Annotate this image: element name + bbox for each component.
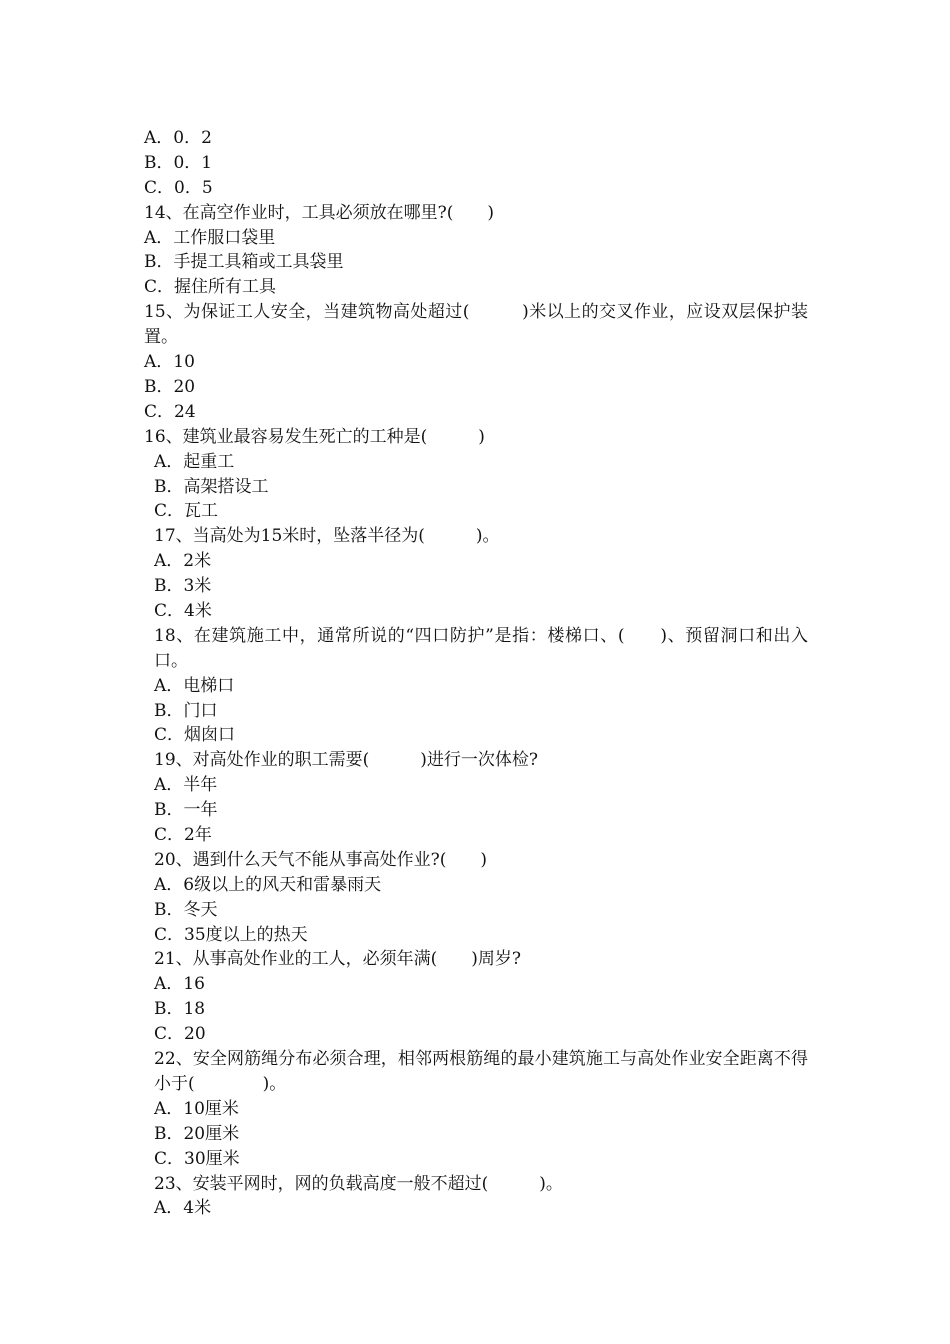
answer-option: C．握住所有工具 [144,277,277,298]
answer-option: C．35度以上的热天 [154,924,308,945]
answer-option: A．起重工 [154,451,235,472]
answer-option: A．4米 [154,1198,212,1219]
question-text: 17、当高处为15米时，坠落半径为( )。 [154,526,500,547]
question-text: 21、从事高处作业的工人，必须年满( )周岁? [154,949,522,970]
answer-option: B．门口 [154,700,218,721]
answer-option: A．半年 [154,775,218,796]
answer-option: B．20 [144,376,196,397]
answer-option: B．一年 [154,800,218,821]
answer-option: A．6级以上的风天和雷暴雨天 [154,874,382,895]
answer-option: C．4米 [154,600,212,621]
answer-option: B．冬天 [154,899,218,920]
question-text: 16、建筑业最容易发生死亡的工种是( ) [144,426,485,447]
question-text: 22、安全网筋绳分布必须合理，相邻两根筋绳的最小建筑施工与高处作业安全距离不得小于( )。 [154,1049,808,1094]
question-text: 18、在建筑施工中，通常所说的“四口防护”是指：楼梯口、( )、预留洞口和出入口。 [154,625,808,671]
answer-option: C．烟囱口 [154,725,236,746]
question-text: 15、为保证工人安全，当建筑物高处超过( )米以上的交叉作业，应设双层保护装置。 [144,302,808,348]
answer-option: C．2年 [154,825,212,845]
answer-option: A．工作服口袋里 [144,227,276,248]
answer-option: B．0．1 [144,152,213,173]
answer-option: A．电梯口 [154,675,235,696]
answer-option: B．高架搭设工 [154,476,269,497]
question-text: 19、对高处作业的职工需要( )进行一次体检? [154,750,539,771]
answer-option: B．20厘米 [154,1123,240,1144]
document-body [144,126,808,1221]
answer-option: A．2米 [154,551,212,572]
answer-option: C．24 [144,401,196,422]
answer-option: C．20 [154,1024,206,1045]
answer-option: C．0．5 [144,177,213,198]
answer-option: C．瓦工 [154,501,219,522]
answer-option: B．18 [154,999,206,1020]
question-text: 20、遇到什么天气不能从事高处作业?( ) [154,849,488,870]
question-text: 23、安装平网时，网的负载高度一般不超过( )。 [154,1173,563,1194]
answer-option: A．0．2 [144,128,212,148]
answer-option: B．3米 [154,576,212,597]
answer-option: A．16 [154,974,205,995]
answer-option: A．10 [144,352,195,373]
answer-option: B．手提工具箱或工具袋里 [144,252,344,273]
answer-option: C．30厘米 [154,1148,240,1169]
question-text: 14、在高空作业时，工具必须放在哪里?( ) [144,202,495,223]
answer-option: A．10厘米 [154,1098,239,1119]
